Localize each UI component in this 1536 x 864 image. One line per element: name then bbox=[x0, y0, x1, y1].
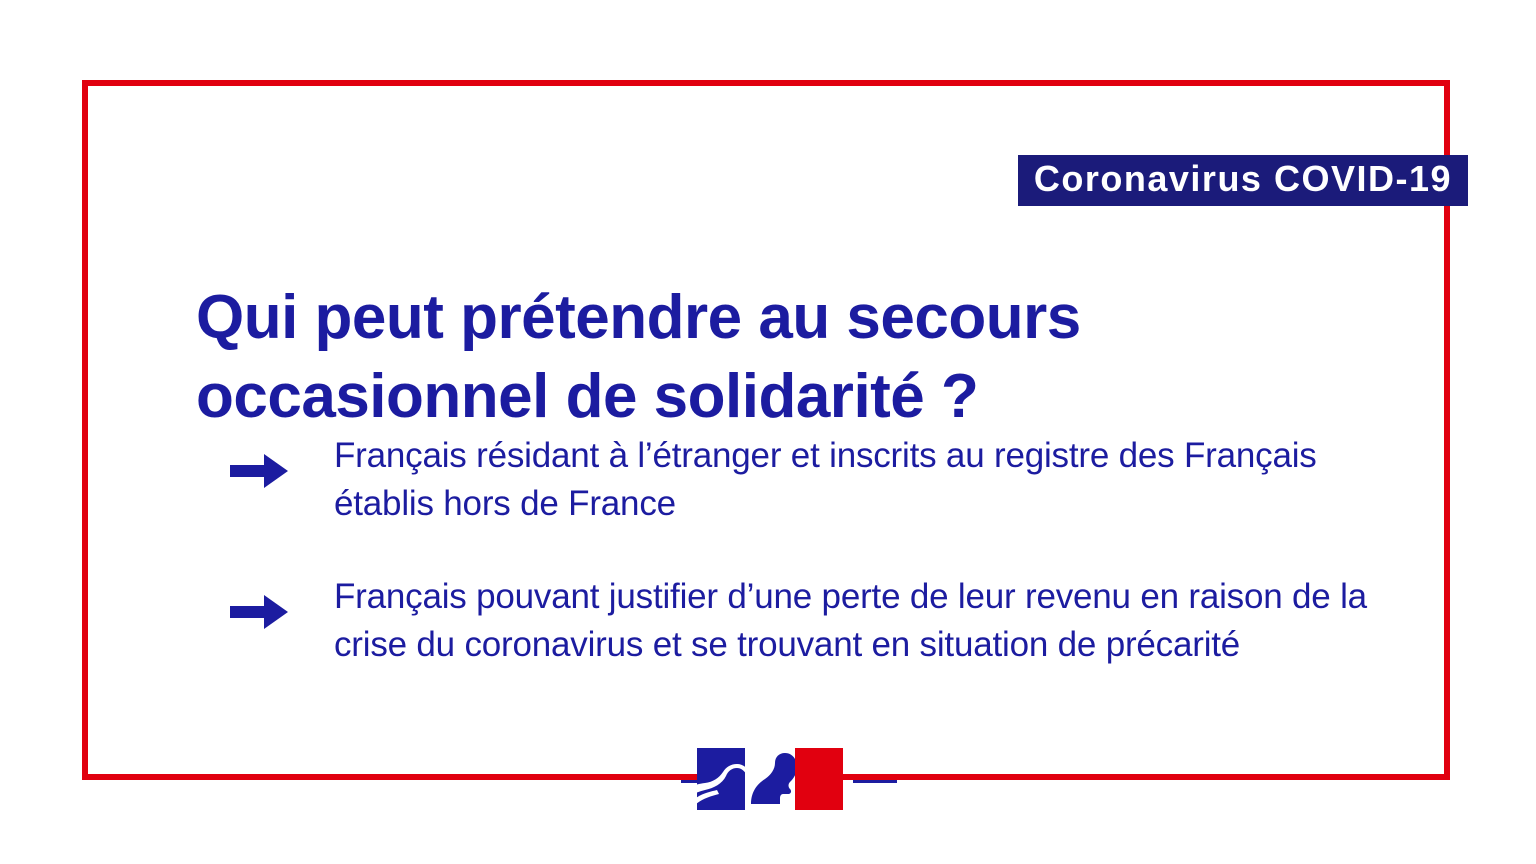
covid-badge: Coronavirus COVID-19 bbox=[1018, 155, 1468, 206]
list-item-text: Français résidant à l’étranger et inscrits au registre des Français établis hors de France bbox=[334, 436, 1317, 524]
arrow-right-icon bbox=[230, 573, 334, 629]
list-item bbox=[230, 573, 1390, 670]
flag-white-band bbox=[745, 748, 795, 810]
marianne-silhouette-icon bbox=[697, 752, 745, 806]
arrow-right-icon bbox=[230, 432, 334, 488]
marianne-profile-icon bbox=[745, 752, 795, 806]
list-item-text: Français pouvant justifier d’une perte de leur revenu en raison de la crise du coronavirus et se trouvant en situation de précarité bbox=[334, 576, 1367, 664]
footer bbox=[0, 748, 1536, 818]
divider-right bbox=[853, 780, 897, 783]
list-item bbox=[230, 432, 1390, 529]
page-title: Qui peut prétendre au secours occasionnel de solidarité ? bbox=[196, 282, 1081, 431]
marianne-french-flag-logo bbox=[697, 748, 843, 810]
flag-blue-band bbox=[697, 748, 745, 810]
flag-red-band bbox=[795, 748, 843, 810]
bullet-list bbox=[230, 432, 1390, 713]
